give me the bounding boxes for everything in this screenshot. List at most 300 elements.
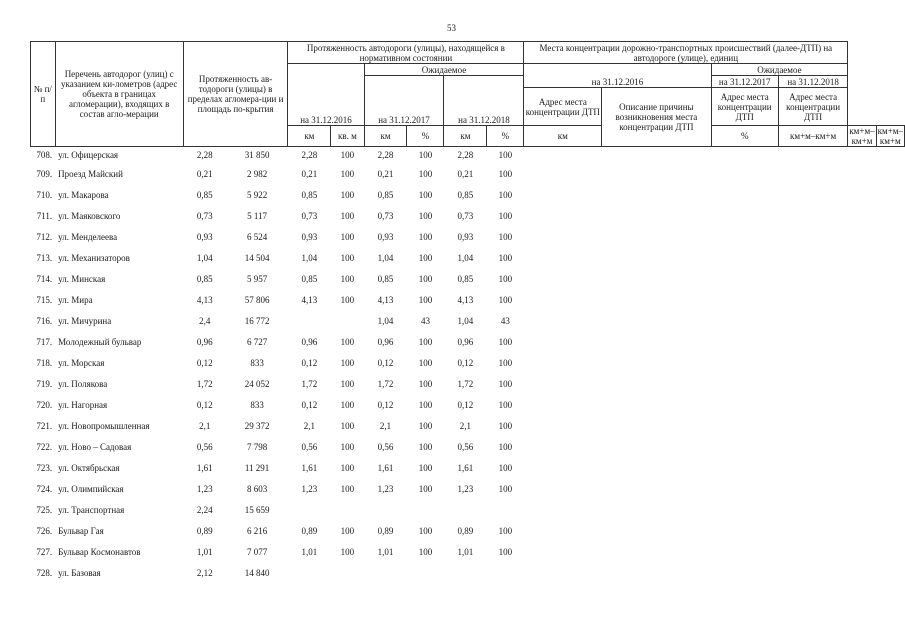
unit-pct: %	[711, 126, 778, 147]
dtp-empty-cell	[602, 394, 711, 415]
area-sqm: 5 957	[246, 273, 268, 284]
unit-sqm: кв. м	[331, 126, 364, 147]
row-number: 713.	[36, 252, 53, 263]
normative-2018-km: 0,73	[457, 210, 474, 221]
normative-2017-km	[364, 499, 407, 520]
dtp-empty-cell	[602, 352, 711, 373]
normative-2016-km: 0,85	[301, 189, 318, 200]
area-sqm: 57 806	[244, 294, 270, 305]
dtp-empty-cell	[602, 147, 711, 164]
header-dtp-reason: Описание причины возникновения места концентрации ДТП	[602, 88, 711, 147]
row-number: 717.	[36, 336, 53, 347]
row-number: 725.	[36, 504, 53, 515]
row-number: 724.	[36, 483, 53, 494]
normative-2017-pct: 43	[420, 315, 430, 326]
normative-2017-km: 0,12	[377, 357, 394, 368]
dtp-empty-cell	[602, 562, 711, 583]
dtp-empty-cell	[711, 331, 778, 352]
unit-km: км	[444, 126, 487, 147]
dtp-empty-cell	[711, 520, 778, 541]
header-normative-2018: на 31.12.2018	[444, 76, 524, 126]
dtp-empty-cell	[711, 394, 778, 415]
dtp-empty-cell	[778, 352, 847, 373]
length-km: 0,85	[196, 189, 213, 200]
dtp-empty-cell	[778, 331, 847, 352]
normative-2016-pct: 100	[340, 378, 355, 389]
dtp-empty-cell	[524, 226, 602, 247]
normative-2018-pct: 100	[498, 231, 513, 242]
dtp-empty-cell	[778, 436, 847, 457]
normative-2016-km: 0,96	[301, 336, 318, 347]
dtp-empty-cell	[524, 373, 602, 394]
dtp-empty-cell	[778, 147, 847, 164]
normative-2016-km: 0,93	[301, 231, 318, 242]
normative-2018-pct: 43	[500, 315, 510, 326]
dtp-empty-cell	[602, 520, 711, 541]
dtp-empty-cell	[524, 205, 602, 226]
road-name: Молодежный бульвар	[58, 336, 142, 347]
dtp-empty-cell	[524, 310, 602, 331]
normative-2018-km: 0,85	[457, 189, 474, 200]
dtp-empty-cell	[524, 331, 602, 352]
area-sqm: 6 727	[246, 336, 268, 347]
dtp-empty-cell	[524, 394, 602, 415]
table-row	[31, 541, 905, 562]
normative-2017-pct: 100	[418, 252, 433, 263]
row-number: 714.	[36, 273, 53, 284]
dtp-empty-cell	[524, 184, 602, 205]
header-road-list: Перечень автодорог (улиц) с указанием ки-лометров (адрес объекта в границах агломерации), входящих в состав агло-мерации	[55, 42, 183, 147]
normative-2017-km: 1,01	[377, 546, 394, 557]
normative-2016-pct: 100	[340, 168, 355, 179]
row-number: 722.	[36, 441, 53, 452]
road-name: ул. Новопромышленная	[58, 420, 150, 431]
normative-2018-pct: 100	[498, 357, 513, 368]
normative-2017-km	[364, 562, 407, 583]
dtp-empty-cell	[524, 415, 602, 436]
normative-2018-pct: 100	[498, 210, 513, 221]
dtp-empty-cell	[602, 499, 711, 520]
normative-2017-pct: 100	[418, 189, 433, 200]
table-row	[31, 310, 905, 331]
dtp-empty-cell	[778, 457, 847, 478]
road-name: ул. Механизаторов	[58, 252, 130, 263]
normative-2016-pct: 100	[340, 357, 355, 368]
dtp-empty-cell	[711, 373, 778, 394]
normative-2016-km	[288, 562, 331, 583]
normative-2018-km: 0,12	[457, 399, 474, 410]
length-km: 0,89	[196, 525, 213, 536]
dtp-empty-cell	[711, 226, 778, 247]
normative-2018-km: 1,04	[457, 252, 474, 263]
normative-2017-km: 0,96	[377, 336, 394, 347]
dtp-empty-cell	[602, 541, 711, 562]
road-name: ул. Олимпийская	[58, 483, 124, 494]
row-number: 726.	[36, 525, 53, 536]
normative-2017-pct: 100	[418, 273, 433, 284]
normative-2016-km: 0,89	[301, 525, 318, 536]
unit-range: км+м–км+м	[849, 126, 875, 146]
normative-2017-pct: 100	[418, 168, 433, 179]
dtp-empty-cell	[524, 436, 602, 457]
normative-2018-km: 1,72	[457, 378, 474, 389]
unit-range: км+м–км+м	[877, 126, 903, 146]
normative-2016-pct: 100	[340, 189, 355, 200]
normative-2017-km: 0,12	[377, 399, 394, 410]
unit-pct: %	[407, 126, 444, 147]
normative-2016-pct	[331, 499, 364, 520]
normative-2018-pct: 100	[498, 189, 513, 200]
table-row	[31, 394, 905, 415]
area-sqm: 8 603	[246, 483, 268, 494]
normative-2017-km: 0,85	[377, 189, 394, 200]
normative-2018-km: 0,21	[457, 168, 474, 179]
normative-2017-km: 2,1	[379, 420, 392, 431]
area-sqm: 16 772	[244, 315, 270, 326]
dtp-empty-cell	[778, 499, 847, 520]
unit-km: км	[364, 126, 407, 147]
length-km: 0,85	[196, 273, 213, 284]
normative-2018-km: 0,12	[457, 357, 474, 368]
area-sqm: 833	[250, 399, 264, 410]
area-sqm: 31 850	[244, 150, 270, 160]
dtp-empty-cell	[602, 247, 711, 268]
road-name: ул. Полякова	[58, 378, 108, 389]
normative-2017-pct: 100	[418, 336, 433, 347]
dtp-empty-cell	[711, 499, 778, 520]
area-sqm: 7 798	[246, 441, 268, 452]
normative-2017-pct: 100	[418, 462, 433, 473]
normative-2016-pct: 100	[340, 231, 355, 242]
header-dtp-2016: на 31.12.2016	[524, 64, 711, 88]
normative-2018-km: 1,01	[457, 546, 474, 557]
dtp-empty-cell	[711, 457, 778, 478]
dtp-empty-cell	[524, 520, 602, 541]
dtp-empty-cell	[778, 394, 847, 415]
normative-2016-pct: 100	[340, 525, 355, 536]
normative-2018-pct: 100	[498, 378, 513, 389]
normative-2018-km: 0,85	[457, 273, 474, 284]
normative-2016-km: 4,13	[301, 294, 318, 305]
normative-2018-km: 4,13	[457, 294, 474, 305]
normative-2016-pct: 100	[340, 294, 355, 305]
dtp-empty-cell	[602, 478, 711, 499]
length-km: 2,4	[199, 315, 211, 326]
normative-2017-pct: 100	[418, 231, 433, 242]
dtp-empty-cell	[602, 289, 711, 310]
area-sqm: 11 291	[244, 462, 270, 473]
dtp-empty-cell	[602, 310, 711, 331]
dtp-empty-cell	[602, 415, 711, 436]
normative-2016-km: 2,28	[301, 150, 318, 160]
road-name: Бульвар Гая	[58, 525, 104, 536]
dtp-empty-cell	[602, 373, 711, 394]
row-number: 710.	[36, 189, 53, 200]
normative-2017-pct: 100	[418, 483, 433, 494]
area-sqm: 15 659	[244, 504, 270, 515]
row-number: 711.	[36, 210, 53, 221]
dtp-empty-cell	[524, 163, 602, 184]
normative-2018-km: 1,61	[457, 462, 474, 473]
normative-2017-km: 1,04	[377, 252, 394, 263]
normative-2016-pct	[331, 562, 364, 583]
dtp-empty-cell	[711, 205, 778, 226]
dtp-empty-cell	[778, 205, 847, 226]
normative-2018-km: 0,96	[457, 336, 474, 347]
table-row	[31, 226, 905, 247]
table-row	[31, 457, 905, 478]
table-row	[31, 331, 905, 352]
row-number: 716.	[36, 315, 53, 326]
length-km: 1,61	[196, 462, 213, 473]
dtp-empty-cell	[711, 163, 778, 184]
dtp-empty-cell	[711, 541, 778, 562]
row-number: 709.	[36, 168, 53, 179]
normative-2018-pct: 100	[498, 525, 513, 536]
dtp-empty-cell	[711, 289, 778, 310]
normative-2016-km: 0,56	[301, 441, 318, 452]
dtp-empty-cell	[778, 226, 847, 247]
road-name: ул. Нагорная	[58, 399, 108, 410]
normative-2018-pct	[487, 562, 524, 583]
length-km: 0,73	[196, 210, 213, 221]
normative-2017-km: 0,85	[377, 273, 394, 284]
normative-2018-km: 0,56	[457, 441, 474, 452]
normative-2016-km: 0,12	[301, 357, 318, 368]
dtp-empty-cell	[524, 562, 602, 583]
road-name: ул. Мичурина	[58, 315, 112, 326]
road-name: ул. Ново – Садовая	[58, 441, 132, 452]
length-km: 0,56	[196, 441, 213, 452]
dtp-empty-cell	[602, 331, 711, 352]
row-number: 723.	[36, 462, 53, 473]
normative-2016-km: 0,85	[301, 273, 318, 284]
row-number: 728.	[36, 567, 53, 578]
dtp-empty-cell	[778, 562, 847, 583]
dtp-empty-cell	[778, 541, 847, 562]
dtp-empty-cell	[524, 499, 602, 520]
normative-2016-pct: 100	[340, 483, 355, 494]
normative-2017-km: 4,13	[377, 294, 394, 305]
dtp-empty-cell	[602, 205, 711, 226]
dtp-empty-cell	[778, 163, 847, 184]
normative-2018-km	[444, 499, 487, 520]
normative-2018-km: 0,93	[457, 231, 474, 242]
normative-2016-km: 0,73	[301, 210, 318, 221]
table-row	[31, 373, 905, 394]
normative-2016-pct: 100	[340, 273, 355, 284]
length-km: 2,24	[196, 504, 213, 515]
dtp-empty-cell	[778, 310, 847, 331]
normative-2016-pct: 100	[340, 210, 355, 221]
length-km: 2,28	[196, 150, 213, 160]
dtp-empty-cell	[524, 147, 602, 164]
dtp-empty-cell	[711, 310, 778, 331]
dtp-empty-cell	[711, 147, 778, 164]
row-number: 708.	[36, 150, 53, 160]
header-dtp-2018: на 31.12.2018	[778, 76, 847, 88]
area-sqm: 6 216	[246, 525, 268, 536]
length-km: 1,04	[196, 252, 213, 263]
road-name: ул. Офицерская	[58, 150, 119, 160]
dtp-empty-cell	[711, 184, 778, 205]
dtp-empty-cell	[711, 352, 778, 373]
normative-2017-pct: 100	[418, 210, 433, 221]
area-sqm: 14 504	[244, 252, 270, 263]
road-name: ул. Маяковского	[58, 210, 121, 221]
header-normative-2017: на 31.12.2017	[364, 76, 444, 126]
normative-2016-pct: 100	[340, 150, 355, 160]
normative-2016-km: 0,12	[301, 399, 318, 410]
normative-2018-km: 0,89	[457, 525, 474, 536]
normative-2017-km: 0,89	[377, 525, 394, 536]
normative-2017-km: 1,04	[377, 315, 394, 326]
normative-2017-km: 0,73	[377, 210, 394, 221]
unit-range: км+м–км+м	[778, 126, 847, 147]
normative-2017-pct: 100	[418, 357, 433, 368]
length-km: 2,12	[196, 567, 213, 578]
normative-2016-pct: 100	[340, 336, 355, 347]
dtp-empty-cell	[602, 457, 711, 478]
road-name: ул. Базовая	[58, 567, 101, 578]
dtp-empty-cell	[778, 247, 847, 268]
normative-2018-pct: 100	[498, 441, 513, 452]
normative-2016-km	[288, 499, 331, 520]
normative-2018-km: 2,28	[457, 150, 474, 160]
road-name: ул. Менделеева	[58, 231, 118, 242]
table-row	[31, 562, 905, 583]
dtp-empty-cell	[711, 415, 778, 436]
table-row	[31, 247, 905, 268]
normative-2018-km	[444, 562, 487, 583]
normative-2017-pct: 100	[418, 378, 433, 389]
dtp-empty-cell	[524, 268, 602, 289]
area-sqm: 24 052	[244, 378, 270, 389]
length-km: 0,21	[196, 168, 213, 179]
road-name: ул. Морская	[58, 357, 105, 368]
unit-km: км	[288, 126, 331, 147]
area-sqm: 29 372	[244, 420, 270, 431]
header-length-area: Протяженность ав-тодороги (улицы) в пределах агломера-ции и площадь по-крытия	[183, 42, 288, 147]
normative-2018-pct: 100	[498, 483, 513, 494]
normative-2017-pct: 100	[418, 420, 433, 431]
dtp-empty-cell	[711, 562, 778, 583]
page-number: 53	[447, 23, 456, 33]
dtp-empty-cell	[602, 226, 711, 247]
normative-2018-pct: 100	[498, 294, 513, 305]
length-km: 0,12	[196, 357, 213, 368]
normative-2016-km: 2,1	[303, 420, 315, 431]
table-body	[31, 147, 905, 584]
header-dtp-address-2017: Адрес места концентрации ДТП	[711, 88, 778, 126]
normative-2016-km: 0,21	[301, 168, 318, 179]
normative-2017-km: 1,23	[377, 483, 394, 494]
dtp-empty-cell	[524, 289, 602, 310]
row-number: 715.	[36, 294, 53, 305]
header-dtp-address-2018: Адрес места концентрации ДТП	[778, 88, 847, 126]
row-number: 719.	[36, 378, 53, 389]
length-km: 4,13	[196, 294, 213, 305]
length-km: 1,72	[196, 378, 213, 389]
length-km: 2,1	[199, 420, 211, 431]
dtp-empty-cell	[778, 184, 847, 205]
dtp-empty-cell	[602, 436, 711, 457]
row-number: 720.	[36, 399, 53, 410]
area-sqm: 2 982	[246, 168, 268, 179]
dtp-empty-cell	[711, 436, 778, 457]
header-num: № п/п	[31, 42, 56, 147]
dtp-empty-cell	[711, 268, 778, 289]
normative-2018-km: 1,23	[457, 483, 474, 494]
dtp-empty-cell	[524, 457, 602, 478]
length-km: 1,01	[196, 546, 213, 557]
table-row	[31, 415, 905, 436]
table-row	[31, 499, 905, 520]
road-name: Проезд Майский	[58, 168, 123, 179]
dtp-empty-cell	[711, 478, 778, 499]
normative-2017-pct	[407, 499, 444, 520]
normative-2018-km: 1,04	[457, 315, 474, 326]
normative-2017-km: 0,21	[377, 168, 394, 179]
dtp-empty-cell	[778, 415, 847, 436]
normative-2018-pct: 100	[498, 462, 513, 473]
length-km: 1,23	[196, 483, 213, 494]
normative-2016-pct	[331, 310, 364, 331]
normative-2018-km: 2,1	[459, 420, 472, 431]
dtp-empty-cell	[524, 541, 602, 562]
normative-2017-pct: 100	[418, 441, 433, 452]
table-row	[31, 147, 905, 164]
dtp-empty-cell	[778, 478, 847, 499]
row-number: 718.	[36, 357, 53, 368]
normative-2016-pct: 100	[340, 399, 355, 410]
length-km: 0,93	[196, 231, 213, 242]
row-number: 721.	[36, 420, 53, 431]
normative-2017-pct: 100	[418, 399, 433, 410]
road-name: ул. Минская	[58, 273, 106, 284]
normative-2016-pct: 100	[340, 252, 355, 263]
normative-2016-pct: 100	[340, 462, 355, 473]
normative-2016-km: 1,04	[301, 252, 318, 263]
header-normative-expected: Ожидаемое	[364, 64, 524, 76]
header-dtp-2017: на 31.12.2017	[711, 76, 778, 88]
header-dtp: Места концентрации дорожно-транспортных происшествий (далее-ДТП) на автодороге (улице), единиц	[524, 42, 848, 64]
dtp-empty-cell	[778, 268, 847, 289]
table-row	[31, 478, 905, 499]
table-row	[31, 436, 905, 457]
normative-2017-pct	[407, 562, 444, 583]
roads-table	[30, 41, 905, 583]
length-km: 0,12	[196, 399, 213, 410]
normative-2018-pct: 100	[498, 273, 513, 284]
area-sqm: 5 117	[247, 210, 268, 221]
normative-2018-pct	[487, 499, 524, 520]
table-row	[31, 163, 905, 184]
road-name: Бульвар Космонавтов	[58, 546, 141, 557]
normative-2018-pct: 100	[498, 252, 513, 263]
table-row	[31, 520, 905, 541]
road-name: ул. Транспортная	[58, 504, 125, 515]
area-sqm: 5 922	[246, 189, 268, 200]
table-row	[31, 205, 905, 226]
normative-2016-km: 1,61	[301, 462, 318, 473]
road-name: ул. Макарова	[58, 189, 109, 200]
normative-2017-km: 0,56	[377, 441, 394, 452]
dtp-empty-cell	[602, 184, 711, 205]
dtp-empty-cell	[778, 289, 847, 310]
normative-2018-pct: 100	[498, 336, 513, 347]
unit-km: км	[524, 126, 602, 147]
